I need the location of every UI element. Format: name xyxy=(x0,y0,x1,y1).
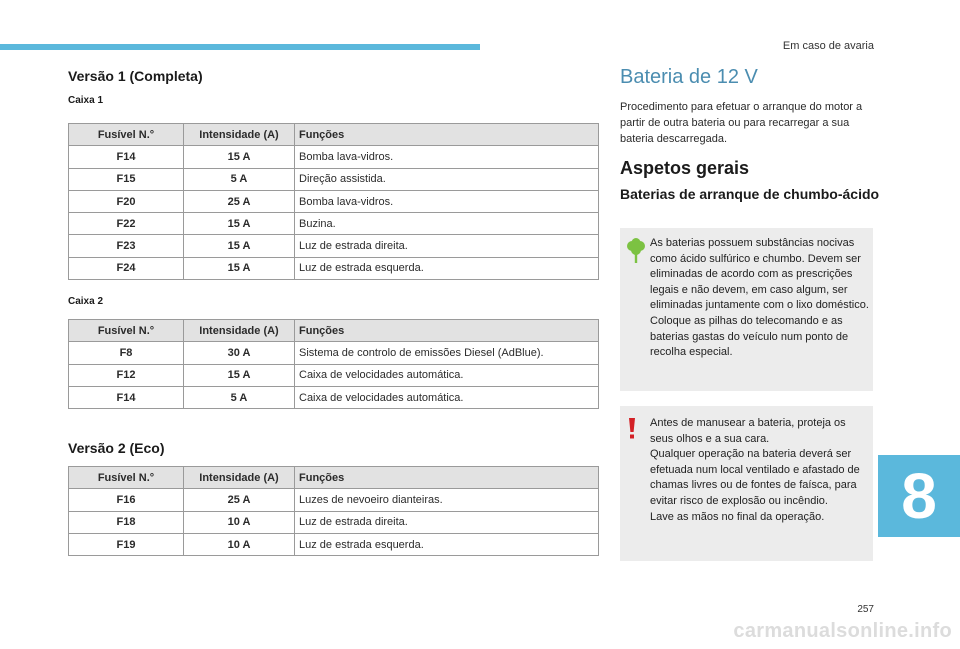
func-cell: Buzina. xyxy=(295,213,599,235)
environment-note-text xyxy=(650,236,870,361)
func-cell: Sistema de controlo de emissões Diesel (AdBlue). xyxy=(295,342,599,364)
fuse-cell: F23 xyxy=(69,235,184,257)
environment-note-p2: Coloque as pilhas do telecomando e as baterias gastas do veículo num ponto de recolha especial. xyxy=(650,314,849,359)
fuse-cell: F15 xyxy=(69,168,184,190)
amps-cell: 25 A xyxy=(184,489,295,511)
func-cell: Direção assistida. xyxy=(295,168,599,190)
col-amps-header: Intensidade (A) xyxy=(184,124,295,146)
col-amps-header: Intensidade (A) xyxy=(184,320,295,342)
table-header-row xyxy=(69,124,599,146)
page-number: 257 xyxy=(857,604,874,615)
func-cell: Caixa de velocidades automática. xyxy=(295,364,599,386)
box2-label: Caixa 2 xyxy=(68,296,104,307)
amps-cell: 15 A xyxy=(184,257,295,279)
table-row xyxy=(69,364,599,386)
table-row xyxy=(69,213,599,235)
fuse-cell: F24 xyxy=(69,257,184,279)
fuse-cell: F14 xyxy=(69,386,184,408)
chapter-number: 8 xyxy=(901,460,937,532)
baterias-heading: Baterias de arranque de chumbo-ácido xyxy=(620,186,880,202)
col-func-header: Funções xyxy=(295,320,599,342)
box1-label: Caixa 1 xyxy=(68,95,104,106)
table-header-row xyxy=(69,320,599,342)
version2-title: Versão 2 (Eco) xyxy=(68,440,165,456)
fuse-table-eco xyxy=(68,466,599,556)
func-cell: Luz de estrada esquerda. xyxy=(295,257,599,279)
amps-cell: 15 A xyxy=(184,364,295,386)
fuse-cell: F14 xyxy=(69,146,184,168)
fuse-cell: F8 xyxy=(69,342,184,364)
fuse-cell: F22 xyxy=(69,213,184,235)
table-row xyxy=(69,342,599,364)
fuse-cell: F20 xyxy=(69,190,184,212)
chapter-tab xyxy=(878,455,960,537)
func-cell: Caixa de velocidades automática. xyxy=(295,386,599,408)
warning-note-p3: Lave as mãos no final da operação. xyxy=(650,510,825,523)
table-row xyxy=(69,257,599,279)
table-row xyxy=(69,386,599,408)
fuse-cell: F19 xyxy=(69,533,184,555)
amps-cell: 15 A xyxy=(184,146,295,168)
fuse-table-box1 xyxy=(68,123,599,280)
environment-note-box xyxy=(620,228,873,391)
amps-cell: 5 A xyxy=(184,168,295,190)
watermark: carmanualsonline.info xyxy=(733,620,952,642)
col-func-header: Funções xyxy=(295,124,599,146)
col-func-header: Funções xyxy=(295,467,599,489)
amps-cell: 25 A xyxy=(184,190,295,212)
aspetos-heading: Aspetos gerais xyxy=(620,158,750,178)
func-cell: Luzes de nevoeiro dianteiras. xyxy=(295,489,599,511)
warning-note-text xyxy=(650,416,870,525)
tree-icon xyxy=(626,238,646,269)
func-cell: Bomba lava-vidros. xyxy=(295,146,599,168)
func-cell: Luz de estrada direita. xyxy=(295,235,599,257)
amps-cell: 30 A xyxy=(184,342,295,364)
col-fuse-header: Fusível N.° xyxy=(69,467,184,489)
table-row xyxy=(69,533,599,555)
table-row xyxy=(69,190,599,212)
amps-cell: 15 A xyxy=(184,213,295,235)
func-cell: Luz de estrada direita. xyxy=(295,511,599,533)
table-row xyxy=(69,235,599,257)
environment-note-p1: As baterias possuem substâncias nocivas como ácido sulfúrico e chumbo. Devem ser eliminadas de acordo com as prescrições legais e não devem, em caso algum, ser eliminadas juntamente com o lixo doméstico. xyxy=(650,237,869,312)
fuse-table-box2 xyxy=(68,319,599,409)
table-header-row xyxy=(69,467,599,489)
amps-cell: 5 A xyxy=(184,386,295,408)
table-row xyxy=(69,489,599,511)
fuse-cell: F18 xyxy=(69,511,184,533)
intro-paragraph: Procedimento para efetuar o arranque do motor a partir de outra bateria ou para recarregar a sua bateria descarregada. xyxy=(620,101,863,145)
warning-note-p1: Antes de manusear a bateria, proteja os seus olhos e a sua cara. xyxy=(650,417,846,445)
top-accent-bar xyxy=(0,44,480,50)
amps-cell: 15 A xyxy=(184,235,295,257)
col-amps-header: Intensidade (A) xyxy=(184,467,295,489)
fuse-cell: F12 xyxy=(69,364,184,386)
exclamation-icon xyxy=(628,418,636,445)
func-cell: Luz de estrada esquerda. xyxy=(295,533,599,555)
col-fuse-header: Fusível N.° xyxy=(69,320,184,342)
table-row xyxy=(69,511,599,533)
amps-cell: 10 A xyxy=(184,533,295,555)
warning-note-box xyxy=(620,406,873,561)
warning-note-p2: Qualquer operação na bateria deverá ser efetuada num local ventilado e afastado de chamas livres ou de fontes de faísca, para evitar risco de explosão ou incêndio. xyxy=(650,448,860,507)
col-fuse-header: Fusível N.° xyxy=(69,124,184,146)
func-cell: Bomba lava-vidros. xyxy=(295,190,599,212)
fuse-cell: F16 xyxy=(69,489,184,511)
table-row xyxy=(69,146,599,168)
table-row xyxy=(69,168,599,190)
page-title: Bateria de 12 V xyxy=(620,66,758,88)
section-header: Em caso de avaria xyxy=(782,40,874,52)
version1-title: Versão 1 (Completa) xyxy=(68,68,203,84)
amps-cell: 10 A xyxy=(184,511,295,533)
